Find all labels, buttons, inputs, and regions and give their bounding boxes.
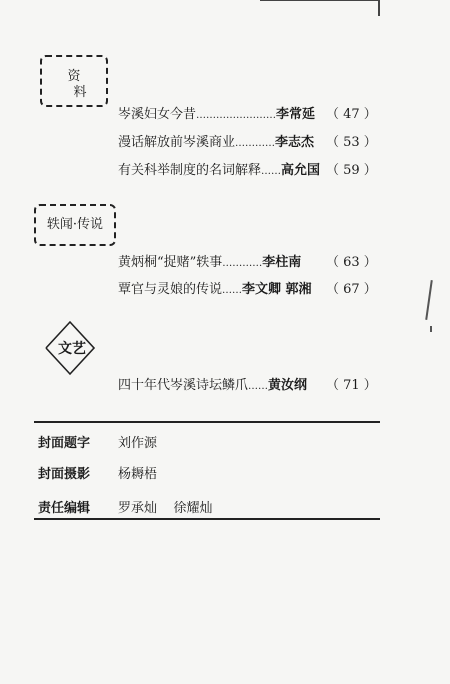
toc-entry: [118, 162, 320, 181]
entry-page: （ 71 ）: [326, 378, 377, 393]
leader-dots: ……: [248, 381, 269, 392]
leader-dots: ……………………: [196, 110, 277, 121]
credit-name-cover-title: 刘作源: [118, 436, 158, 451]
credit-label-editor: 责任编辑: [38, 501, 91, 516]
leader-dots: ……: [261, 166, 282, 177]
entry-page: （ 59 ）: [326, 163, 377, 178]
section-heading-label: 轶闻·传说: [46, 217, 104, 232]
entry-title: 四十年代岑溪诗坛鳞爪: [118, 378, 249, 393]
credit-name-cover-photo: 杨耨梧: [118, 467, 158, 482]
entry-author: 李常延: [276, 107, 316, 122]
leader-dots: ……: [222, 285, 243, 296]
entry-title: 有关科举制度的名词解释: [118, 163, 262, 178]
credits-top-rule: [34, 421, 380, 423]
toc-entry: [118, 106, 315, 125]
credit-label-cover-photo: 封面摄影: [38, 467, 91, 482]
scan-mark: [425, 280, 433, 320]
top-rule-mark: [260, 0, 380, 1]
toc-entry: [118, 281, 312, 300]
credit-label-cover-title: 封面题字: [38, 436, 91, 451]
section-heading-char-2: 料: [73, 85, 87, 100]
corner-tick: [378, 0, 380, 16]
scan-mark: [430, 326, 432, 332]
entry-author: 黄汝纲: [268, 378, 308, 393]
toc-entry: [118, 377, 307, 396]
entry-author: 李柱南: [262, 255, 302, 270]
section-heading-wenyi: 文艺: [58, 341, 86, 357]
toc-entry: [118, 254, 301, 273]
entry-title: 覃官与灵娘的传说: [118, 282, 223, 297]
entry-page: （ 47 ）: [326, 107, 377, 122]
entry-title: 黄炳桐“捉赌”轶事: [118, 255, 223, 270]
credit-name-editor: 罗承灿 徐耀灿: [118, 501, 213, 516]
section-heading-ziliao: [40, 55, 108, 107]
toc-entry: [118, 134, 314, 153]
entry-author: 李志杰: [275, 135, 315, 150]
entry-author: 李文卿 郭湘: [242, 282, 312, 297]
entry-author: 高允国: [281, 163, 321, 178]
entry-title: 岑溪妇女今昔: [118, 107, 197, 122]
leader-dots: …………: [222, 258, 263, 269]
entry-title: 漫话解放前岑溪商业: [118, 135, 236, 150]
credits-bottom-rule: [34, 518, 380, 520]
entry-page: （ 63 ）: [326, 255, 377, 270]
leader-dots: …………: [235, 138, 276, 149]
entry-page: （ 53 ）: [326, 135, 377, 150]
entry-page: （ 67 ）: [326, 282, 377, 297]
section-heading-char-1: 资: [67, 69, 81, 84]
section-heading-yiwen: [34, 204, 116, 246]
